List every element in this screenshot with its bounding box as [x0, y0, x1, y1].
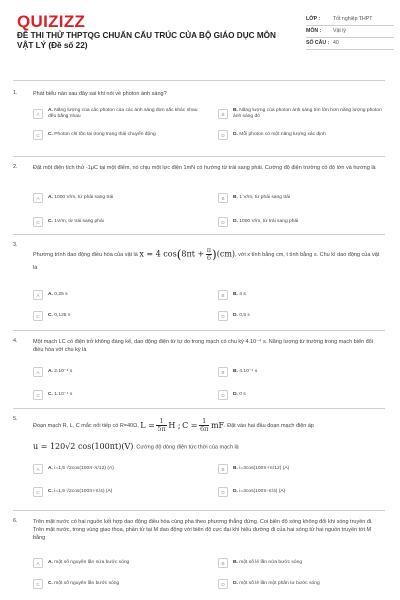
option-label: B. — [233, 368, 238, 374]
option-d[interactable] — [218, 126, 383, 144]
question-number: 5. — [13, 416, 18, 422]
question-number: 4. — [13, 338, 18, 344]
question-text — [33, 418, 383, 433]
question-text: Trên mặt nước có hai nguồn kết hợp dao động điều hòa cùng pha theo phương thẳng đứng. Coi biên độ sóng không đổi khi sóng truyền đi. Trên mặt nước, trong vùng giao thoa, phần tử tại M dao động với biên độ cực đại khi hiệu đường đi của hai sóng từ hai nguồn truyền tới M bằng — [33, 519, 373, 541]
formula-u: u = 120√2 cos(100πt)(V) — [33, 442, 134, 451]
question-number: 1. — [13, 90, 18, 96]
option-label: D. — [233, 218, 238, 224]
option-label: C. — [48, 218, 53, 224]
option-letter-box: A — [33, 193, 43, 203]
option-a[interactable] — [33, 554, 203, 572]
option-a[interactable] — [33, 286, 203, 304]
option-text: i=1,5 √2cos(100π-π/12) (A) — [54, 465, 114, 471]
option-label: D. — [233, 131, 238, 137]
option-text: 0 s — [239, 391, 246, 397]
option-letter-box: D — [218, 487, 228, 497]
meta-panel — [306, 14, 394, 50]
option-b[interactable] — [218, 554, 383, 572]
option-text: một số lẻ lần nửa bước sóng — [239, 559, 303, 565]
option-c[interactable] — [33, 213, 203, 231]
option-letter-box: B — [218, 464, 228, 474]
option-text: 1 V/m, từ phải sang trái — [239, 194, 291, 200]
question-text-part: . Đặt vào hai đầu đoạn mạch điện áp — [224, 422, 314, 429]
option-label: A. — [48, 368, 53, 374]
option-b[interactable] — [218, 189, 383, 207]
option-c[interactable] — [33, 575, 203, 593]
question-text: Phát biểu nào sau đây sai khi nói về photon ánh sáng? — [33, 91, 167, 97]
option-letter-box: A — [33, 558, 43, 568]
option-a[interactable] — [33, 105, 203, 123]
option-b[interactable] — [218, 105, 383, 123]
option-letter-box: C — [33, 390, 43, 400]
question-text-line2 — [33, 442, 383, 452]
option-c[interactable] — [33, 386, 203, 404]
page-title: ĐỀ THI THỬ THPTQG CHUẨN CẤU TRÚC CỦA BỘ GIÁO DỤC MÔN VẬT LÝ (Đề số 22) — [17, 31, 276, 50]
option-text: i=1,5 √2cos(100π+π/4) (A) — [54, 488, 113, 494]
option-b[interactable] — [218, 363, 383, 381]
formula-l: L = — [140, 421, 155, 430]
option-letter-box: B — [218, 193, 228, 203]
option-text: một số lẻ lần một phần tư bước sóng — [239, 580, 320, 586]
option-text: Năng lượng của photon ánh sáng tím lớn hơn năng lượng photon ánh sáng đỏ — [233, 107, 382, 119]
question-text-part: . Cường độ dòng điện tức thời của mạch là — [133, 444, 239, 451]
option-c[interactable] — [33, 307, 203, 325]
option-label: C. — [48, 391, 53, 397]
formula-c: C = — [182, 421, 198, 430]
option-label: B. — [233, 291, 238, 297]
option-text: i=3cos(100π-π/4) (A) — [239, 488, 286, 494]
option-letter-box: A — [33, 290, 43, 300]
meta-key: SỐ CÂU : — [306, 40, 330, 46]
question-number: 3. — [13, 242, 18, 248]
option-text: một số nguyên lần nửa bước sóng — [54, 559, 130, 565]
option-d[interactable] — [218, 575, 383, 593]
header-divider — [13, 80, 385, 81]
option-label: D. — [233, 580, 238, 586]
formula-paren: ) — [212, 247, 217, 262]
question-divider — [13, 510, 385, 511]
option-text: Mỗi photon có một năng lượng xác định — [239, 131, 326, 137]
formula-unit: H ; — [168, 421, 181, 430]
question-number: 6. — [13, 518, 18, 524]
option-c[interactable] — [33, 126, 213, 144]
option-letter-box: D — [218, 311, 228, 321]
question-divider — [13, 330, 385, 331]
option-label: A. — [48, 465, 53, 471]
option-label: A. — [48, 291, 53, 297]
option-a[interactable] — [33, 363, 203, 381]
option-label: B. — [233, 194, 238, 200]
option-label: A. — [48, 194, 53, 200]
meta-row-subject — [306, 26, 394, 38]
question-text-part: Phương trình dao động điều hòa của vật là — [33, 251, 138, 258]
formula-fraction: $\frac{\pi}{6}$ — [206, 246, 212, 262]
meta-value: 40 — [333, 40, 339, 46]
option-letter-box: C — [33, 217, 43, 227]
formula-unit: mF — [210, 421, 225, 430]
question-text: Một mạch LC có điện trở không đáng kể, dao động điện từ tự do trong mạch có chu kỳ 4.10⁻⁴ s. Năng lượng từ trường trong mạch biến đổi điều hòa với chu kỳ là — [33, 339, 373, 353]
option-d[interactable] — [218, 213, 383, 231]
formula-unit: (cm) — [216, 249, 236, 259]
meta-row-count — [306, 38, 394, 50]
meta-row-class — [306, 14, 394, 26]
option-label: D. — [233, 391, 238, 397]
option-letter-box: D — [218, 579, 228, 589]
option-text: 1000 V/m, từ trái sang phải — [239, 218, 299, 224]
question-text — [33, 247, 383, 274]
option-text: 4 s — [239, 291, 246, 297]
option-d[interactable] — [218, 483, 383, 501]
option-label: B. — [233, 559, 238, 565]
option-letter-box: B — [218, 367, 228, 377]
option-a[interactable] — [33, 189, 203, 207]
option-letter-box: B — [218, 558, 228, 568]
option-text: Photon chỉ tồn tại trong trạng thái chuyển động — [54, 131, 156, 137]
option-letter-box: D — [218, 390, 228, 400]
option-text: i=3cos(100π+π/12) (A) — [239, 465, 290, 471]
meta-value: Tốt nghiệp THPT — [333, 16, 373, 22]
question-divider — [13, 156, 385, 157]
option-label: C. — [48, 131, 53, 137]
option-letter-box: C — [33, 130, 43, 140]
quizizz-logo: QUIZIZZ — [17, 12, 86, 31]
option-d[interactable] — [218, 307, 383, 325]
question-number: 2. — [13, 164, 18, 170]
option-letter-box: A — [33, 464, 43, 474]
meta-key: LỚP : — [306, 16, 321, 22]
formula-fraction: $\frac{1}{6\pi}$ — [200, 417, 209, 433]
option-text: 0,125 s — [54, 312, 71, 318]
option-label: A. — [48, 559, 53, 565]
option-label: D. — [233, 312, 238, 318]
question-divider — [13, 234, 385, 235]
option-letter-box: A — [33, 367, 43, 377]
meta-key: MÔN : — [306, 28, 322, 34]
option-text: 2.10⁻⁴ s — [54, 368, 73, 374]
question-text-part: , với x tính bằng cm, t tính bằng s. Chu kì dao động của vật là — [33, 251, 380, 271]
option-text: Năng lượng của các photon của các ánh sáng đơn sắc khác nhau đều bằng nhau — [48, 107, 198, 119]
option-a[interactable] — [33, 460, 203, 478]
formula-fraction: $\frac{1}{5\pi}$ — [157, 417, 166, 433]
option-label: C. — [48, 488, 53, 494]
option-c[interactable] — [33, 483, 203, 501]
option-letter-box: B — [218, 290, 228, 300]
question-text: Đặt một điện tích thử -1μC tại một điểm, nó chịu một lực điện 1mN có hướng từ trái sang phải. Cường độ điện trường có độ lớn và hướng là — [33, 165, 376, 171]
question-divider — [13, 408, 385, 409]
option-label: C. — [48, 312, 53, 318]
formula-inner: 8πt + — [181, 249, 205, 259]
option-text: 0,5 s — [239, 312, 250, 318]
option-d[interactable] — [218, 386, 383, 404]
option-b[interactable] — [218, 460, 383, 478]
option-label: C. — [48, 580, 53, 586]
option-text: một số nguyên lần bước sóng — [54, 580, 120, 586]
option-label: A. — [48, 107, 53, 113]
formula-x: x = 4 cos — [139, 249, 177, 259]
option-letter-box: A — [33, 109, 43, 119]
option-text: 0,25 s — [54, 291, 68, 297]
option-label: D. — [233, 488, 238, 494]
option-text: 4.10⁻⁴ s — [239, 368, 258, 374]
option-text: 1000 V/m, từ phải sang trái — [54, 194, 114, 200]
option-text: 1V/m, từ trái sang phải — [54, 218, 104, 224]
option-letter-box: D — [218, 217, 228, 227]
question-text-part: Đoạn mạch R, L, C mắc nối tiếp có R=40Ω, — [33, 422, 139, 429]
option-b[interactable] — [218, 286, 383, 304]
option-letter-box: B — [218, 109, 228, 119]
option-letter-box: C — [33, 311, 43, 321]
option-label: B. — [233, 465, 238, 471]
formula-paren: ( — [176, 247, 182, 262]
meta-value: Vật lý — [333, 28, 346, 34]
option-letter-box: C — [33, 487, 43, 497]
option-label: B. — [233, 107, 238, 113]
option-letter-box: C — [33, 579, 43, 589]
option-text: 1.10⁻⁴ s — [54, 391, 73, 397]
option-letter-box: D — [218, 130, 228, 140]
